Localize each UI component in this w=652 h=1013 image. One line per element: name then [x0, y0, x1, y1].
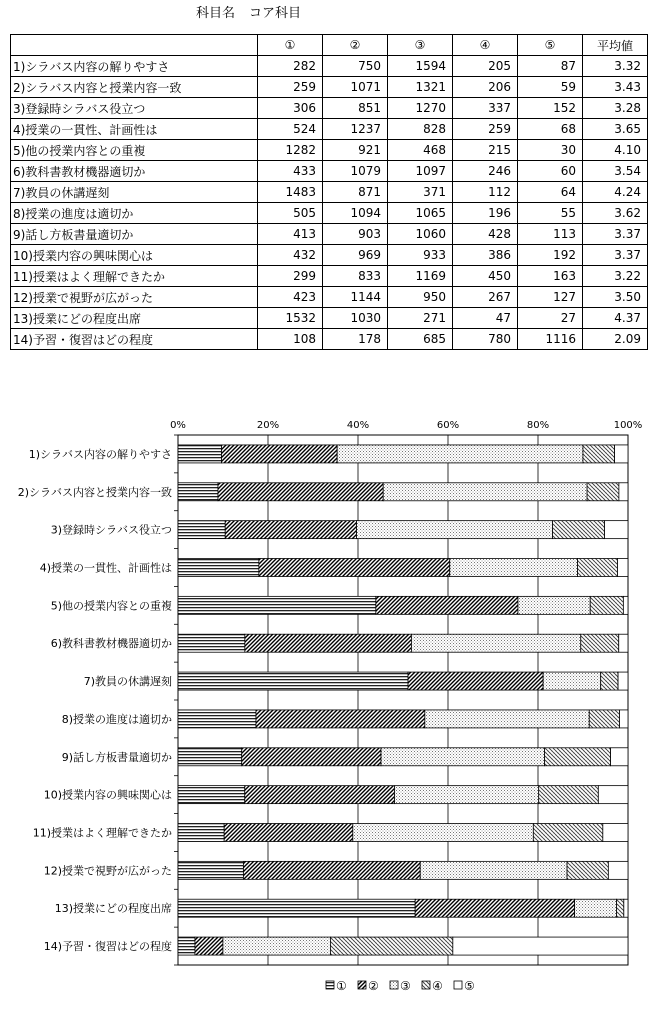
bar-segment [178, 786, 245, 804]
value-cell: 259 [453, 119, 518, 140]
value-cell: 3.32 [583, 56, 648, 77]
bar-segment [178, 596, 376, 614]
value-cell: 3.28 [583, 98, 648, 119]
bar-segment [618, 559, 628, 577]
value-cell: 127 [518, 287, 583, 308]
value-cell: 428 [453, 224, 518, 245]
value-cell: 828 [388, 119, 453, 140]
bar-segment [223, 937, 331, 955]
bar-segment [243, 861, 420, 879]
value-cell: 505 [258, 203, 323, 224]
category-label: 10)授業内容の興味関心は [43, 788, 172, 802]
value-cell: 432 [258, 245, 323, 266]
plot-border [178, 435, 628, 965]
value-cell: 59 [518, 77, 583, 98]
value-cell: 3.50 [583, 287, 648, 308]
value-cell: 1144 [323, 287, 388, 308]
category-label: 2)シラバス内容と授業内容一致 [17, 485, 172, 499]
value-cell: 4.37 [583, 308, 648, 329]
table-row [11, 329, 648, 350]
value-cell: 423 [258, 287, 323, 308]
value-cell: 2.09 [583, 329, 648, 350]
table-row [11, 224, 648, 245]
bar-segment [539, 786, 599, 804]
table-row [11, 140, 648, 161]
x-tick-label: 40% [346, 420, 370, 431]
value-cell: 3.43 [583, 77, 648, 98]
value-cell: 178 [323, 329, 388, 350]
bar-segment [256, 710, 425, 728]
row-label-cell: 9)話し方板書量適切か [11, 224, 258, 245]
header-cell: ④ [453, 35, 518, 56]
legend-swatch [454, 981, 462, 989]
value-cell: 1270 [388, 98, 453, 119]
row-label-cell: 12)授業で視野が広がった [11, 287, 258, 308]
value-cell: 685 [388, 329, 453, 350]
bar-segment [178, 559, 259, 577]
legend-swatch [358, 981, 366, 989]
value-cell: 163 [518, 266, 583, 287]
category-label: 12)授業で視野が広がった [43, 864, 172, 878]
bar-segment [178, 521, 225, 539]
category-label: 4)授業の一貫性、計画性は [39, 561, 172, 575]
bar-segment [590, 596, 623, 614]
bar-segment [353, 824, 534, 842]
table-row [11, 203, 648, 224]
bar-segment [450, 559, 578, 577]
value-cell: 27 [518, 308, 583, 329]
bar-segment [178, 824, 224, 842]
category-label: 5)他の授業内容との重複 [50, 599, 172, 613]
value-cell: 196 [453, 203, 518, 224]
legend-label: ③ [400, 979, 411, 993]
header-cell [11, 35, 258, 56]
header-cell: ⑤ [518, 35, 583, 56]
x-tick-label: 80% [526, 420, 550, 431]
bar-segment [381, 748, 545, 766]
survey-table [10, 34, 648, 350]
value-cell: 30 [518, 140, 583, 161]
value-cell: 87 [518, 56, 583, 77]
x-tick-label: 60% [436, 420, 460, 431]
bar-segment [259, 559, 450, 577]
value-cell: 1169 [388, 266, 453, 287]
value-cell: 1065 [388, 203, 453, 224]
value-cell: 1071 [323, 77, 388, 98]
value-cell: 267 [453, 287, 518, 308]
value-cell: 4.24 [583, 182, 648, 203]
row-label-cell: 10)授業内容の興味関心は [11, 245, 258, 266]
bar-segment [178, 748, 242, 766]
bar-segment [178, 937, 195, 955]
header-cell: 平均値 [583, 35, 648, 56]
value-cell: 60 [518, 161, 583, 182]
row-label-cell: 3)登録時シラバス役立つ [11, 98, 258, 119]
bar-segment [598, 786, 628, 804]
category-label: 8)授業の進度は適切か [61, 712, 172, 726]
bar-segment [611, 748, 628, 766]
bar-segment [601, 672, 618, 690]
bar-segment [245, 634, 412, 652]
legend-label: ④ [432, 979, 443, 993]
row-label-cell: 2)シラバス内容と授業内容一致 [11, 77, 258, 98]
bar-segment [617, 899, 624, 917]
value-cell: 3.37 [583, 224, 648, 245]
bar-segment [589, 710, 619, 728]
table-row [11, 245, 648, 266]
bar-segment [624, 899, 628, 917]
value-cell: 64 [518, 182, 583, 203]
value-cell: 1116 [518, 329, 583, 350]
value-cell: 192 [518, 245, 583, 266]
subject-heading [196, 2, 315, 21]
bar-segment [545, 748, 611, 766]
category-label: 11)授業はよく理解できたか [32, 826, 172, 840]
value-cell: 1237 [323, 119, 388, 140]
value-cell: 306 [258, 98, 323, 119]
row-label-cell: 8)授業の進度は適切か [11, 203, 258, 224]
value-cell: 4.10 [583, 140, 648, 161]
value-cell: 1094 [323, 203, 388, 224]
bar-segment [376, 596, 518, 614]
bar-segment [337, 445, 583, 463]
value-cell: 3.62 [583, 203, 648, 224]
legend-swatch [326, 981, 334, 989]
value-cell: 903 [323, 224, 388, 245]
category-label: 14)予習・復習はどの程度 [43, 940, 172, 954]
value-cell: 1321 [388, 77, 453, 98]
bar-segment [357, 521, 553, 539]
bar-segment [453, 937, 628, 955]
value-cell: 55 [518, 203, 583, 224]
bar-segment [178, 899, 415, 917]
value-cell: 3.65 [583, 119, 648, 140]
bar-segment [178, 710, 256, 728]
bar-segment [620, 710, 628, 728]
header-cell: ① [258, 35, 323, 56]
bar-segment [615, 445, 628, 463]
table-row [11, 308, 648, 329]
value-cell: 1097 [388, 161, 453, 182]
value-cell: 386 [453, 245, 518, 266]
bar-segment [619, 483, 628, 501]
plot-area [18, 420, 643, 993]
bar-segment [543, 672, 601, 690]
bar-segment [578, 559, 618, 577]
bar-segment [415, 899, 574, 917]
bar-segment [178, 672, 408, 690]
value-cell: 337 [453, 98, 518, 119]
header-cell: ③ [388, 35, 453, 56]
bar-segment [553, 521, 605, 539]
value-cell: 468 [388, 140, 453, 161]
value-cell: 933 [388, 245, 453, 266]
table-row [11, 266, 648, 287]
table-row [11, 56, 648, 77]
bar-segment [605, 521, 628, 539]
value-cell: 47 [453, 308, 518, 329]
category-label: 7)教員の休講遅刻 [83, 675, 172, 689]
subject-label: 科目名 [196, 6, 236, 21]
row-label-cell: 11)授業はよく理解できたか [11, 266, 258, 287]
value-cell: 1060 [388, 224, 453, 245]
bar-segment [221, 445, 337, 463]
value-cell: 152 [518, 98, 583, 119]
value-cell: 413 [258, 224, 323, 245]
legend-swatch [422, 981, 430, 989]
table-row [11, 119, 648, 140]
row-label-cell: 14)予習・復習はどの程度 [11, 329, 258, 350]
bar-segment [245, 786, 395, 804]
x-tick-label: 0% [170, 420, 186, 431]
legend-label: ② [368, 979, 379, 993]
value-cell: 1282 [258, 140, 323, 161]
bar-segment [225, 521, 356, 539]
value-cell: 205 [453, 56, 518, 77]
bar-segment [583, 445, 615, 463]
table-row [11, 98, 648, 119]
bar-segment [395, 786, 539, 804]
value-cell: 68 [518, 119, 583, 140]
value-cell: 1483 [258, 182, 323, 203]
value-cell: 206 [453, 77, 518, 98]
bar-segment [587, 483, 619, 501]
header-cell: ② [323, 35, 388, 56]
bar-segment [224, 824, 353, 842]
category-label: 9)話し方板書量適切か [61, 750, 172, 764]
value-cell: 108 [258, 329, 323, 350]
value-cell: 1030 [323, 308, 388, 329]
value-cell: 112 [453, 182, 518, 203]
value-cell: 871 [323, 182, 388, 203]
bar-segment [420, 861, 567, 879]
value-cell: 271 [388, 308, 453, 329]
row-label-cell: 4)授業の一貫性、計画性は [11, 119, 258, 140]
legend-label: ⑤ [464, 979, 475, 993]
x-tick-label: 20% [256, 420, 280, 431]
value-cell: 215 [453, 140, 518, 161]
bar-segment [330, 937, 452, 955]
value-cell: 259 [258, 77, 323, 98]
value-cell: 780 [453, 329, 518, 350]
subject-name: コア科目 [249, 6, 302, 21]
value-cell: 921 [323, 140, 388, 161]
bar-segment [603, 824, 628, 842]
value-cell: 246 [453, 161, 518, 182]
value-cell: 282 [258, 56, 323, 77]
value-cell: 950 [388, 287, 453, 308]
row-label-cell: 7)教員の休講遅刻 [11, 182, 258, 203]
category-label: 13)授業にどの程度出席 [54, 902, 172, 916]
bar-segment [178, 445, 221, 463]
value-cell: 433 [258, 161, 323, 182]
x-tick-label: 100% [613, 420, 643, 431]
legend-label: ① [336, 979, 347, 993]
value-cell: 450 [453, 266, 518, 287]
table-row [11, 287, 648, 308]
bar-segment [408, 672, 543, 690]
row-label-cell: 6)教科書教材機器適切か [11, 161, 258, 182]
value-cell: 1532 [258, 308, 323, 329]
value-cell: 833 [323, 266, 388, 287]
value-cell: 299 [258, 266, 323, 287]
bar-segment [411, 634, 580, 652]
bar-segment [242, 748, 381, 766]
value-cell: 3.37 [583, 245, 648, 266]
bar-segment [218, 483, 383, 501]
value-cell: 113 [518, 224, 583, 245]
value-cell: 3.22 [583, 266, 648, 287]
legend-swatch [390, 981, 398, 989]
table-header-row [11, 35, 648, 56]
row-label-cell: 5)他の授業内容との重複 [11, 140, 258, 161]
row-label-cell: 1)シラバス内容の解りやすさ [11, 56, 258, 77]
bar-segment [195, 937, 223, 955]
table-row [11, 77, 648, 98]
bar-segment [533, 824, 602, 842]
bar-segment [178, 483, 218, 501]
bar-segment [383, 483, 587, 501]
row-label-cell: 13)授業にどの程度出席 [11, 308, 258, 329]
bar-segment [619, 634, 628, 652]
category-label: 6)教科書教材機器適切か [50, 637, 172, 651]
value-cell: 851 [323, 98, 388, 119]
value-cell: 371 [388, 182, 453, 203]
bar-segment [567, 861, 608, 879]
bar-segment [581, 634, 619, 652]
table-row [11, 161, 648, 182]
value-cell: 750 [323, 56, 388, 77]
value-cell: 1079 [323, 161, 388, 182]
value-cell: 1594 [388, 56, 453, 77]
table-body [11, 56, 648, 350]
bar-segment [178, 634, 245, 652]
bar-segment [623, 596, 628, 614]
bar-segment [608, 861, 628, 879]
category-label: 3)登録時シラバス役立つ [50, 523, 172, 537]
bar-segment [425, 710, 589, 728]
category-label: 1)シラバス内容の解りやすさ [28, 447, 172, 461]
bar-segment [518, 596, 590, 614]
bar-segment [618, 672, 628, 690]
bar-segment [178, 861, 243, 879]
value-cell: 524 [258, 119, 323, 140]
value-cell: 969 [323, 245, 388, 266]
value-cell: 3.54 [583, 161, 648, 182]
bar-segment [575, 899, 617, 917]
stacked-bar-chart [0, 415, 652, 1013]
table-row [11, 182, 648, 203]
